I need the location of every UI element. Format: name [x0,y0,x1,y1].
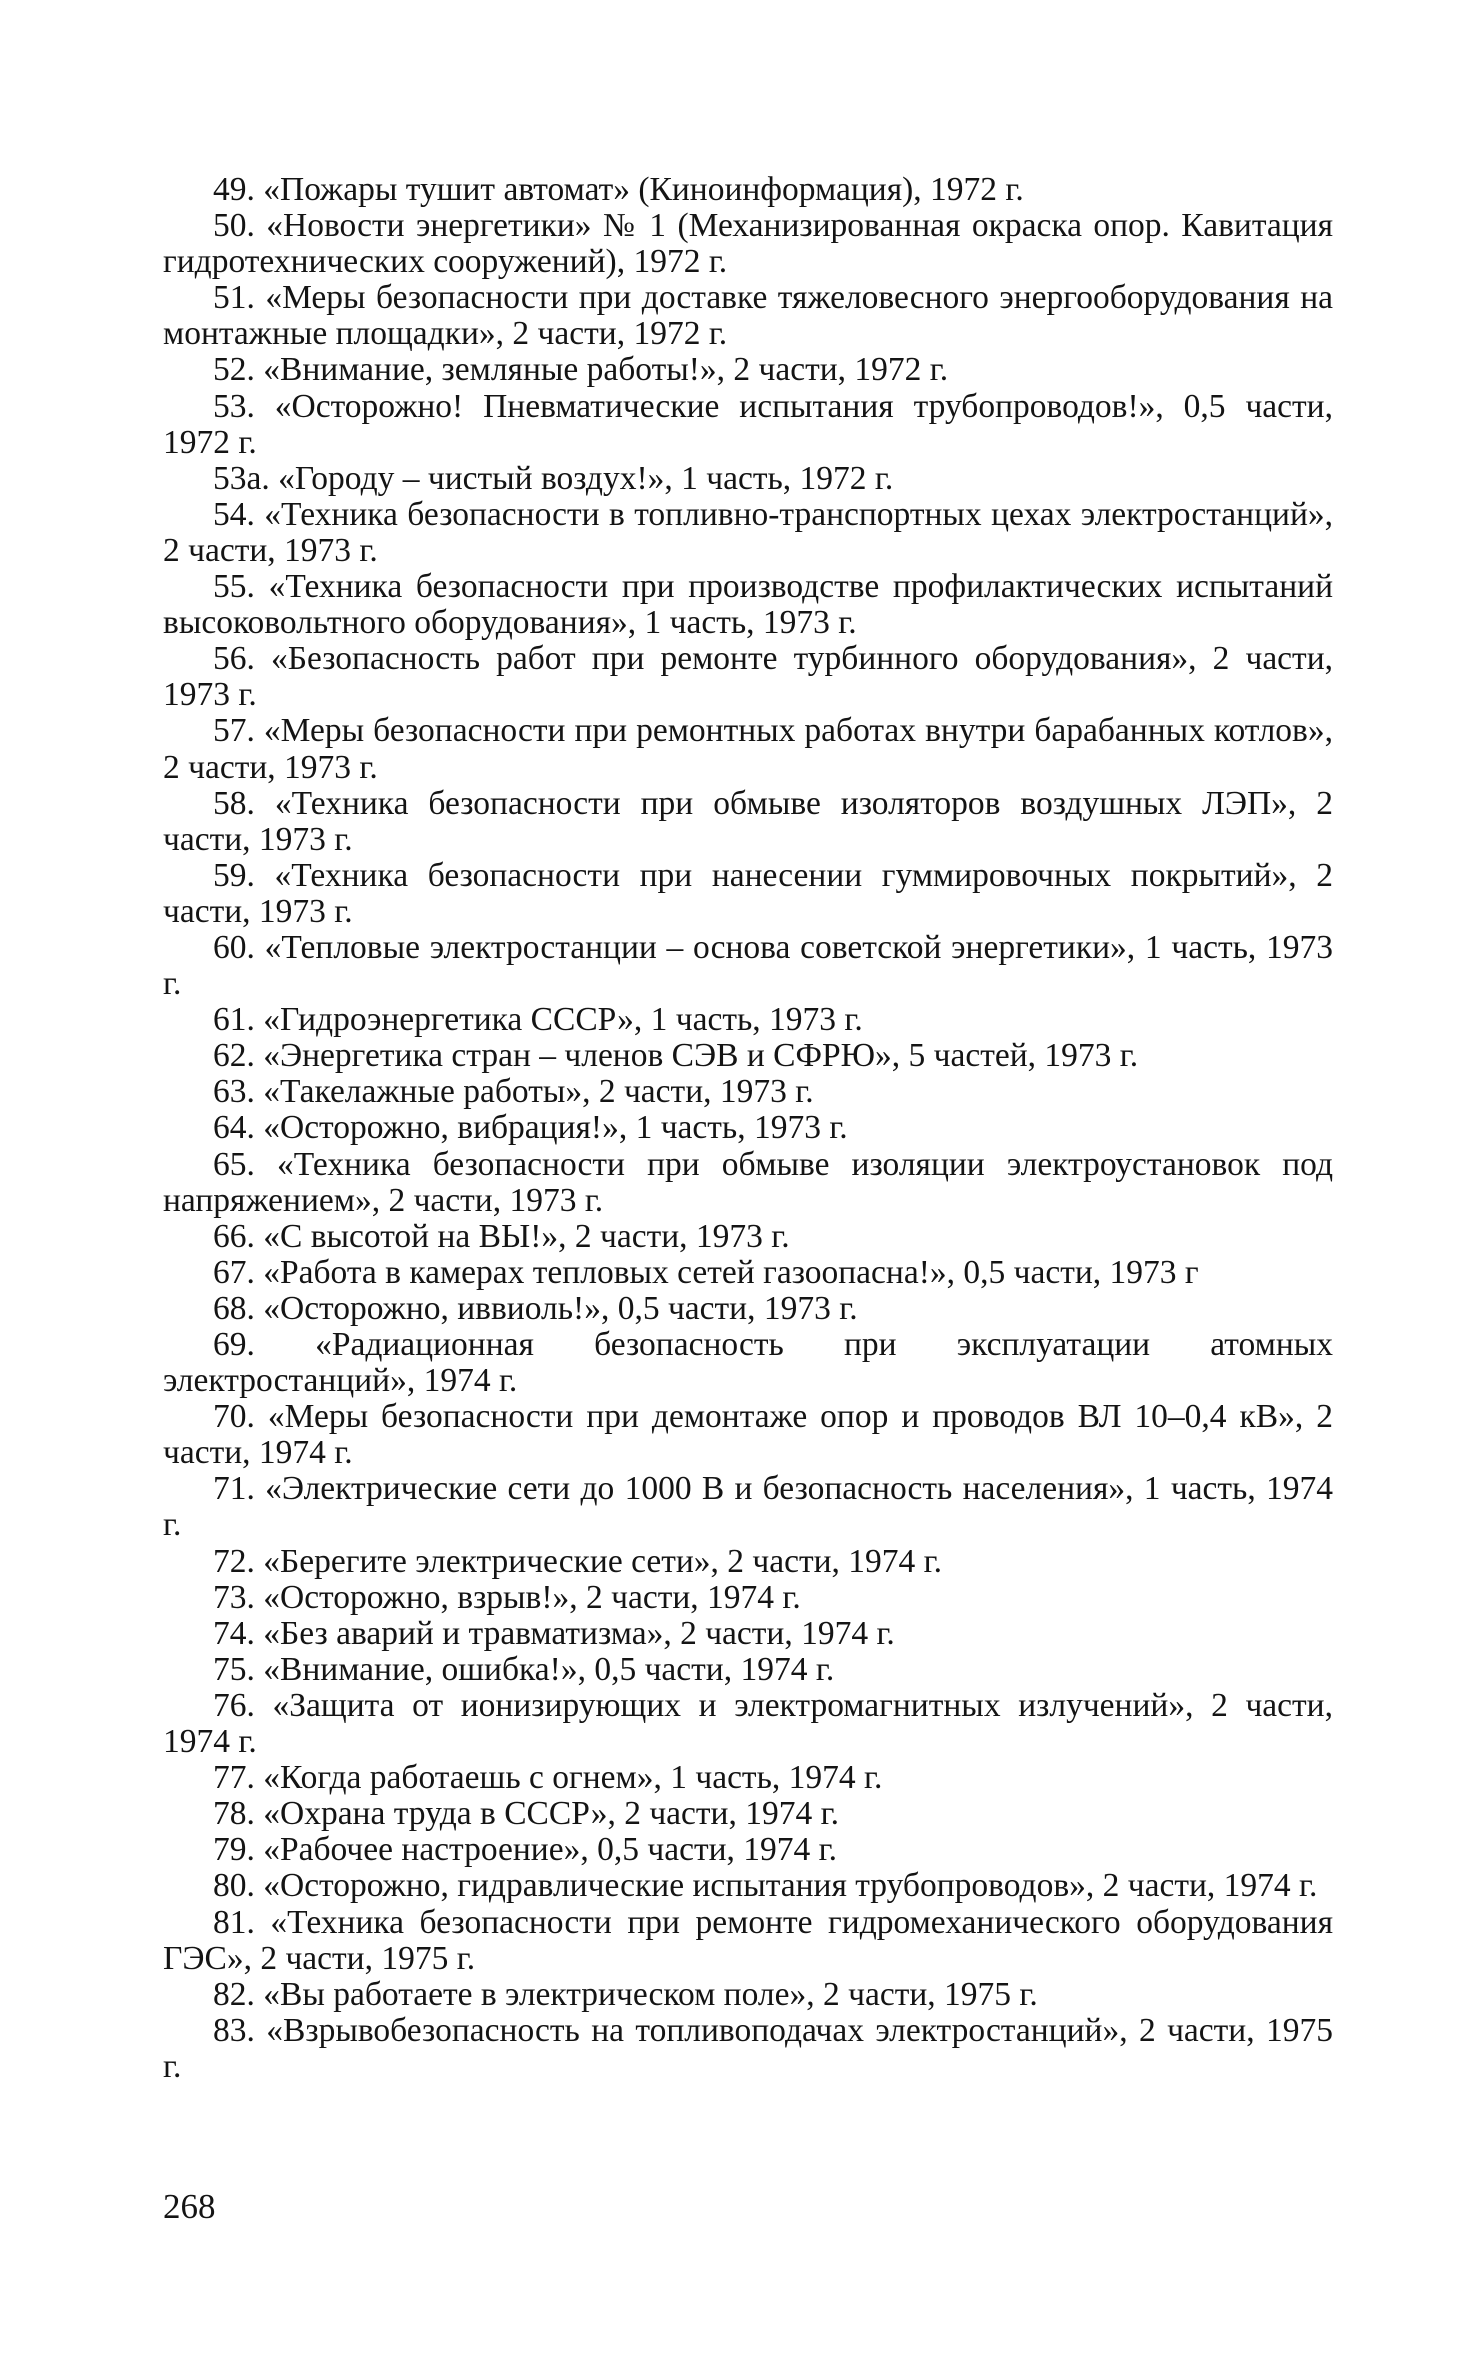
list-item: 56. «Безопасность работ при ремонте турбинного оборудования», 2 части, 1973 г. [163,640,1333,714]
list-item: 52. «Внимание, земляные работы!», 2 части, 1972 г. [213,351,949,389]
list-item: 58. «Техника безопасности при обмыве изоляторов воздушных ЛЭП», 2 части, 1973 г. [163,784,1333,858]
list-item: 71. «Электрические сети до 1000 В и безопасность населения», 1 часть, 1974 г. [163,1470,1333,1544]
list-item: 69. «Радиационная безопасность при эксплуатации атомных электростанций», 1974 г. [163,1326,1333,1400]
list-item: 54. «Техника безопасности в топливно-транспортных цехах электростанций», 2 части, 1973 г. [163,495,1333,569]
list-item: 74. «Без аварий и травматизма», 2 части, 1974 г. [213,1614,895,1652]
list-item: 80. «Осторожно, гидравлические испытания трубопроводов», 2 части, 1974 г. [213,1867,1318,1905]
page-number: 268 [163,2187,216,2226]
film-list [163,172,1333,2085]
list-item: 57. «Меры безопасности при ремонтных работах внутри барабанных котлов», 2 части, 1973 г. [163,712,1333,786]
list-item: 50. «Новости энергетики» № 1 (Механизированная окраска опор. Кавитация гидротехнических сооружений), 1972 г. [163,207,1333,281]
list-item: 53. «Осторожно! Пневматические испытания трубопроводов!», 0,5 части, 1972 г. [163,387,1333,461]
list-item: 63. «Такелажные работы», 2 части, 1973 г. [213,1073,814,1111]
list-item: 76. «Защита от ионизирующих и электромагнитных излучений», 2 части, 1974 г. [163,1686,1333,1761]
list-item: 68. «Осторожно, иввиоль!», 0,5 части, 1973 г. [213,1289,858,1327]
list-item: 67. «Работа в камерах тепловых сетей газоопасна!», 0,5 части, 1973 г [213,1253,1199,1291]
list-item: 75. «Внимание, ошибка!», 0,5 части, 1974 г. [213,1650,835,1688]
list-item: 81. «Техника безопасности при ремонте гидромеханического оборудования ГЭС», 2 части, 1975 г. [163,1903,1333,1977]
list-item: 60. «Тепловые электростанции – основа советской энергетики», 1 часть, 1973 г. [163,928,1333,1003]
list-item: 65. «Техника безопасности при обмыве изоляции электроустановок под напряжением», 2 части, 1973 г. [163,1145,1333,1219]
list-item: 51. «Меры безопасности при доставке тяжеловесного энергооборудования на монтажные площадки», 2 части, 1972 г. [163,279,1333,353]
list-item: 82. «Вы работаете в электрическом поле», 2 части, 1975 г. [213,1975,1038,2013]
list-item: 53а. «Городу – чистый воздух!», 1 часть, 1972 г. [213,459,894,497]
list-item: 77. «Когда работаешь с огнем», 1 часть, 1974 г. [213,1759,883,1797]
list-item: 83. «Взрывобезопасность на топливоподачах электростанций», 2 части, 1975 г. [163,2011,1333,2085]
list-item: 66. «С высотой на ВЫ!», 2 части, 1973 г. [213,1217,790,1255]
list-item: 55. «Техника безопасности при производстве профилактических испытаний высоковольтного оборудования», 1 часть, 1973 г. [163,568,1333,642]
list-item: 49. «Пожары тушит автомат» (Киноинформация), 1972 г. [213,171,1024,208]
list-item: 62. «Энергетика стран – членов СЭВ и СФРЮ», 5 частей, 1973 г. [213,1037,1139,1075]
list-item: 70. «Меры безопасности при демонтаже опор и проводов ВЛ 10–0,4 кВ», 2 части, 1974 г. [163,1398,1333,1472]
list-item: 73. «Осторожно, взрыв!», 2 части, 1974 г. [213,1578,801,1616]
list-item: 72. «Берегите электрические сети», 2 части, 1974 г. [213,1542,943,1580]
list-item: 64. «Осторожно, вибрация!», 1 часть, 1973 г. [213,1109,848,1147]
list-item: 61. «Гидроэнергетика СССР», 1 часть, 1973 г. [213,1001,863,1039]
list-item: 59. «Техника безопасности при нанесении гуммировочных покрытий», 2 части, 1973 г. [163,856,1333,930]
list-item: 79. «Рабочее настроение», 0,5 части, 1974 г. [213,1831,837,1869]
list-item: 78. «Охрана труда в СССР», 2 части, 1974 г. [213,1795,839,1833]
